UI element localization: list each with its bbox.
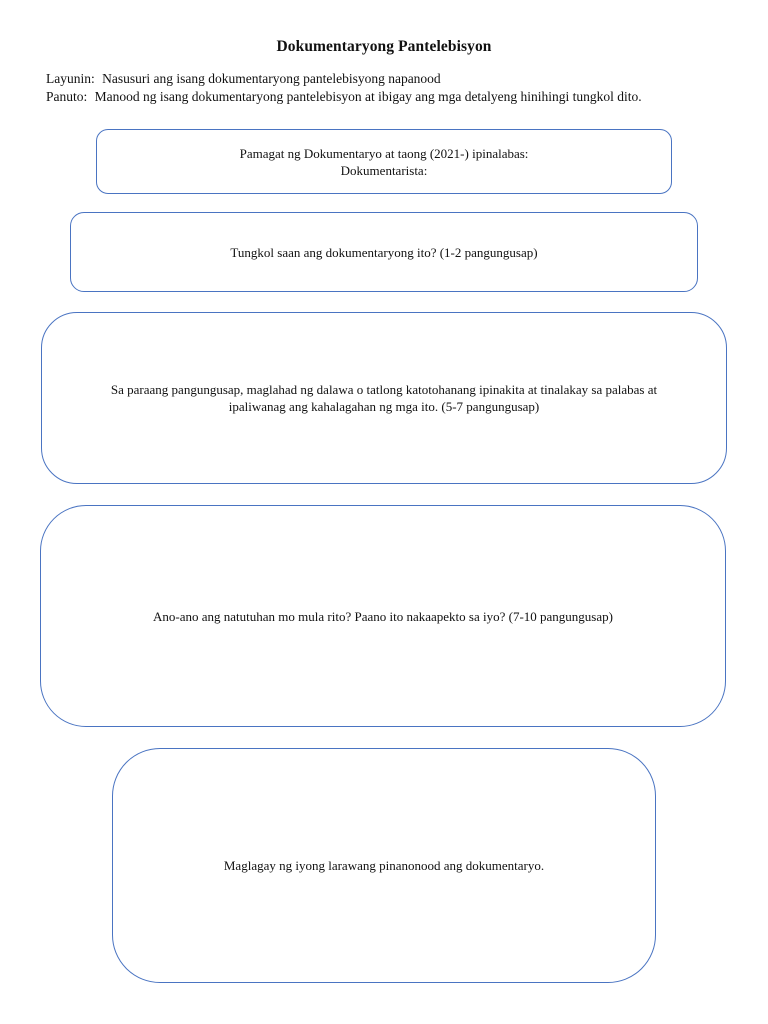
title-and-year-prompt: Pamagat ng Dokumentaryo at taong (2021-) ipinalabas: — [239, 145, 529, 161]
layunin-text: Nasusuri ang isang dokumentaryong pantelebisyong napanood — [102, 71, 441, 86]
page-title: Dokumentaryong Pantelebisyon — [276, 38, 492, 55]
facts-box[interactable] — [41, 312, 727, 484]
layunin-line — [46, 71, 441, 87]
summary-box[interactable] — [70, 212, 698, 292]
panuto-label: Panuto: — [46, 89, 88, 104]
picture-box[interactable] — [112, 748, 656, 983]
learnings-box[interactable] — [40, 505, 726, 727]
documentarist-prompt: Dokumentarista: — [340, 162, 428, 178]
learnings-prompt: Ano-ano ang natutuhan mo mula rito? Paano ito nakaapekto sa iyo? (7-10 pangungusap) — [153, 608, 613, 624]
layunin-label: Layunin: — [46, 71, 95, 86]
panuto-text: Manood ng isang dokumentaryong pantelebisyon at ibigay ang mga detalyeng hinihingi tungkol dito. — [94, 89, 642, 104]
facts-prompt-line-2: ipaliwanag ang kahalagahan ng mga ito. (5-7 pangungusap) — [228, 399, 540, 414]
facts-prompt-line-1: Sa paraang pangungusap, maglahad ng dalawa o tatlong katotohanang ipinakita at tinalakay sa palabas at — [110, 382, 658, 397]
picture-prompt: Maglagay ng iyong larawang pinanonood ang dokumentaryo. — [223, 858, 545, 873]
title-and-year-box[interactable] — [96, 129, 672, 194]
panuto-line — [46, 89, 642, 105]
summary-prompt: Tungkol saan ang dokumentaryong ito? (1-2 pangungusap) — [230, 244, 538, 260]
